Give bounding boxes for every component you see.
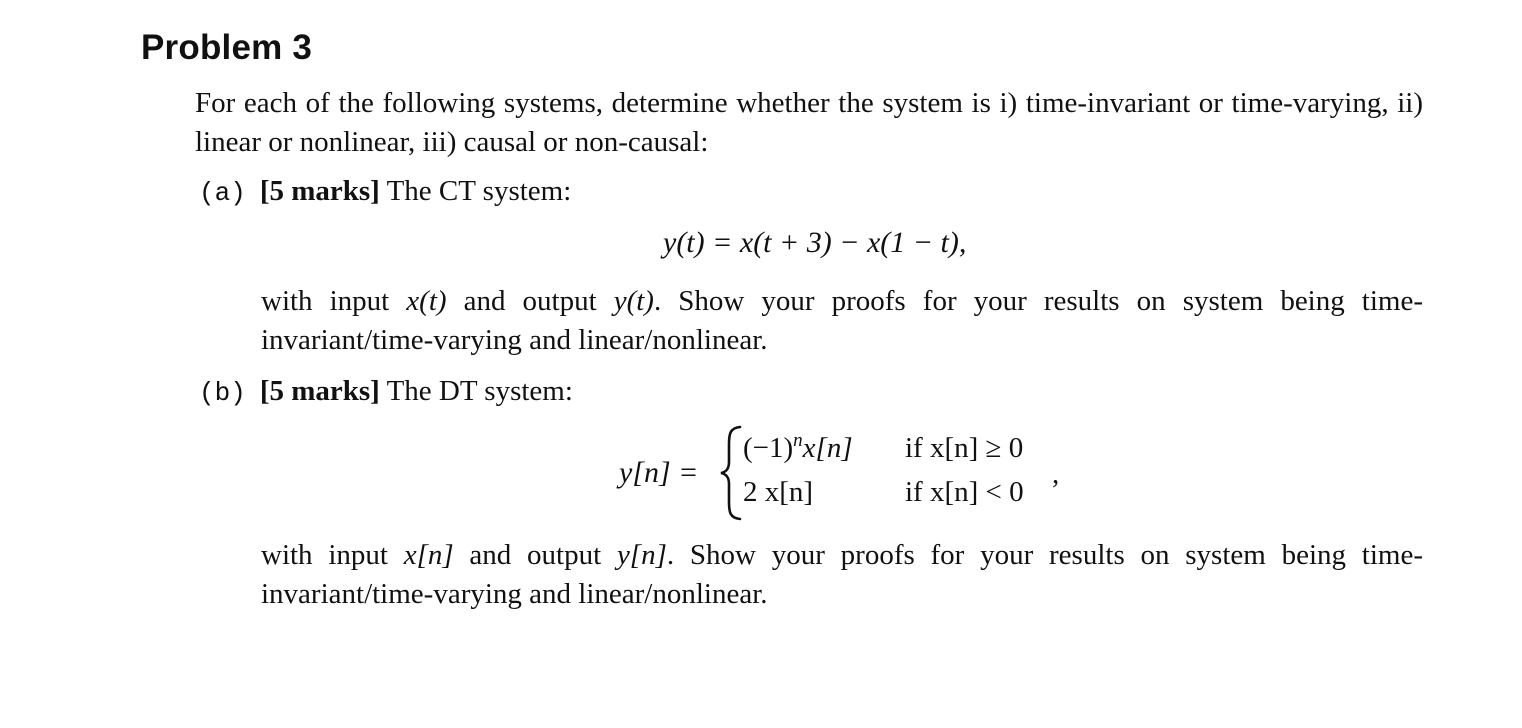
piecewise-trailing-comma: ,: [1052, 458, 1060, 490]
part-a-label: (a): [199, 178, 246, 208]
part-a-heading: [199, 172, 571, 213]
case1-expression: $(-1)^nx[n]$: [743, 430, 853, 464]
part-b-label: (b): [199, 378, 246, 408]
part-a-heading-text: The CT system:: [386, 175, 572, 207]
case2-condition: if x[n] < 0: [905, 476, 1024, 508]
part-a-equation: y(t) = x(t + 3) − x(1 − t),: [663, 226, 967, 259]
part-b-marks: [5 marks]: [259, 375, 380, 407]
part-a-marks: [5 marks]: [259, 175, 380, 207]
part-b-heading: [199, 372, 573, 413]
problem-title: Problem 3: [141, 28, 313, 67]
part-b-body: with input x[n] and output y[n]. Show your proofs for your results on system being time-invariant/time-varying and linear/nonlinear.: [261, 539, 1423, 610]
part-b-heading-text: The DT system:: [386, 375, 573, 407]
left-brace-icon: [718, 424, 744, 522]
part-a-body: with input x(t) and output y(t). Show your proofs for your results on system being time-invariant/time-varying and linear/nonlinear.: [261, 285, 1424, 356]
part-b-lhs: y[n] =: [619, 456, 699, 489]
part-b-input: x[n]: [403, 539, 454, 571]
part-b-output: y[n]: [616, 539, 667, 571]
part-a-input: x(t): [406, 285, 447, 317]
case2-expression: 2 x[n]: [743, 476, 814, 508]
part-a-output: y(t): [613, 285, 654, 317]
problem-intro: For each of the following systems, determine whether the system is i) time-invariant or time-varying, ii) linear or nonlinear, iii) causal or non-causal:: [195, 87, 1423, 158]
case1-condition: if x[n] ≥ 0: [905, 432, 1024, 464]
